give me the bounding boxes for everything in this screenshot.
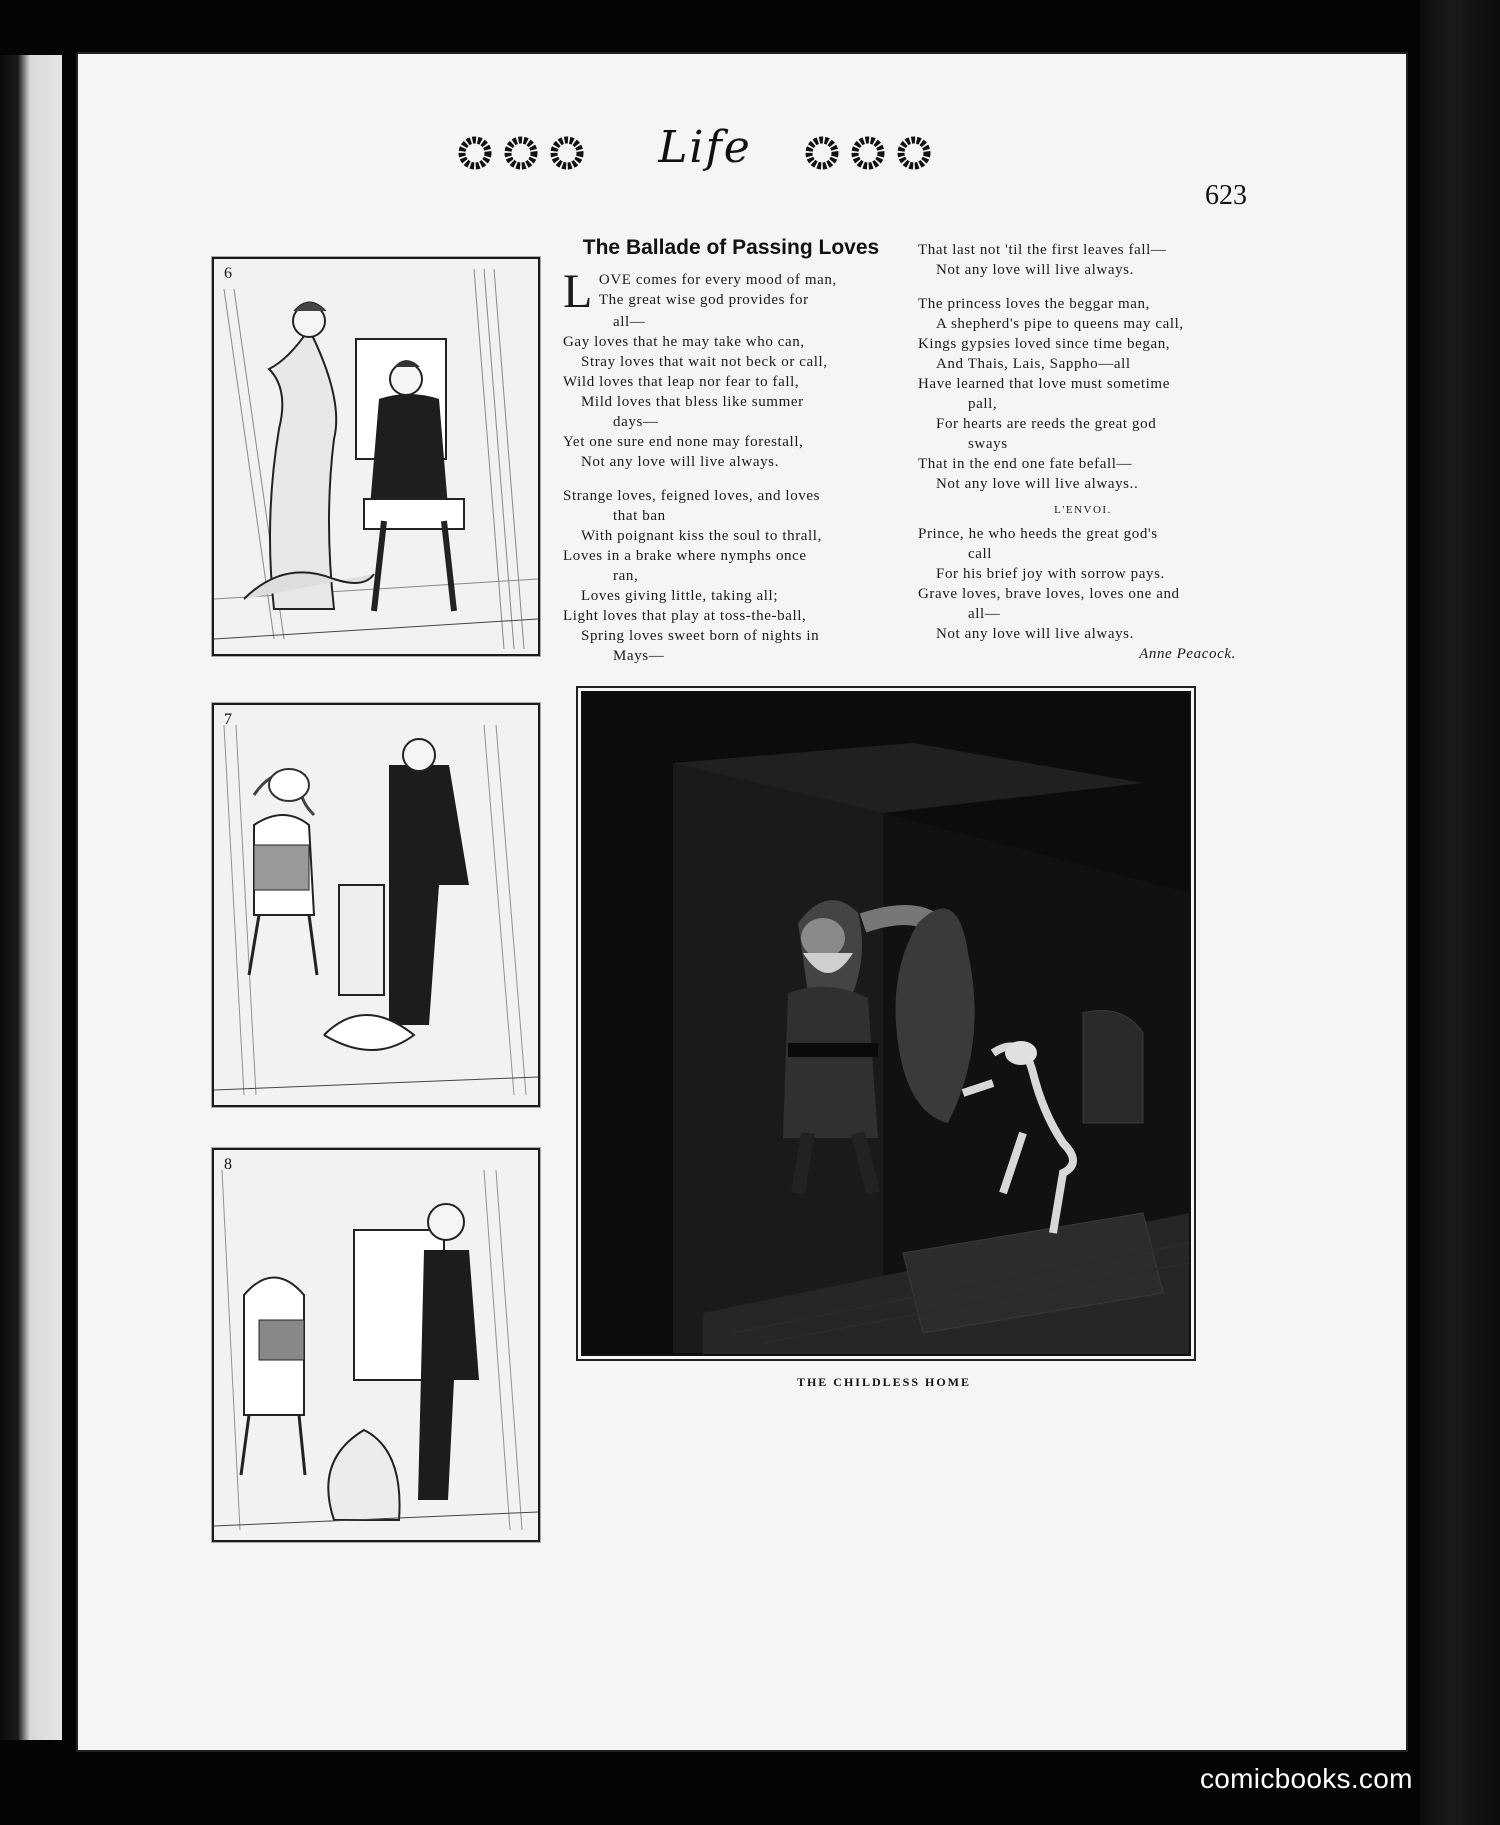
drop-cap: L — [563, 265, 593, 318]
page-number: 623 — [1205, 180, 1247, 211]
poem-line: Wild loves that leap nor fear to fall, — [563, 374, 800, 390]
poem-line: that ban — [613, 508, 666, 524]
poem-line: Spring loves sweet born of nights in — [581, 628, 820, 644]
poem-line: sways — [968, 436, 1008, 452]
watermark: comicbooks.com — [1200, 1763, 1413, 1794]
poem-line: The great wise god provides for — [598, 292, 809, 308]
poem-line: For his brief joy with sorrow pays. — [936, 566, 1165, 582]
poem-line: Prince, he who heeds the great god's — [918, 526, 1158, 542]
childless-home-illustration — [581, 691, 1191, 1356]
cartoon-panel-8 — [212, 1148, 540, 1542]
poem-line: pall, — [968, 396, 998, 412]
rosette-icon — [901, 140, 927, 166]
poem-line: Light loves that play at toss-the-ball, — [563, 608, 807, 624]
panel-number: 7 — [224, 711, 232, 728]
poem-line: Not any love will live always. — [581, 454, 779, 470]
poem-column-1 — [563, 265, 893, 666]
poem-line: Not any love will live always. — [936, 626, 1134, 642]
poem-line: Strange loves, feigned loves, and loves — [563, 488, 821, 504]
illustration-caption: THE CHILDLESS HOME — [796, 1375, 972, 1389]
illustration-drawing — [583, 693, 1189, 1354]
cartoon-panel-6 — [212, 257, 540, 656]
right-binding-shadow — [1420, 0, 1500, 1825]
poem-line: Not any love will live always. — [936, 262, 1134, 278]
rosette-icon — [554, 140, 580, 166]
poem-line: The princess loves the beggar man, — [918, 296, 1150, 312]
poem-author: Anne Peacock. — [1139, 646, 1236, 662]
panel-7-drawing — [214, 705, 538, 1105]
poem-column-2 — [918, 240, 1248, 664]
poem-line: OVE comes for every mood of man, — [598, 272, 837, 288]
rosette-icon — [508, 140, 534, 166]
poem-line: Not any love will live always.. — [936, 476, 1139, 492]
rosette-icons-visible — [445, 120, 1165, 184]
poem-line: With poignant kiss the soul to thrall, — [581, 528, 822, 544]
poem-line: Loves giving little, taking all; — [581, 588, 779, 604]
poem-line: Have learned that love must sometime — [918, 376, 1170, 392]
poem-line: Mild loves that bless like summer — [581, 394, 804, 410]
rosette-icon — [809, 140, 835, 166]
poem-line: Gay loves that he may take who can, — [563, 334, 805, 350]
masthead-title: Life — [658, 122, 752, 173]
poem-line: all— — [613, 314, 646, 330]
poem-title: The Ballade of Passing Loves — [582, 236, 880, 259]
poem-line: That last not 'til the first leaves fall— — [918, 242, 1167, 258]
poem-line: A shepherd's pipe to queens may call, — [936, 316, 1184, 332]
envoi-heading: L'ENVOI. — [1054, 504, 1112, 516]
poem-line: Grave loves, brave loves, loves one and — [918, 586, 1180, 602]
rosette-icon — [855, 140, 881, 166]
masthead — [445, 120, 1165, 184]
poem-line: days— — [613, 414, 659, 430]
poem-line: Kings gypsies loved since time began, — [918, 336, 1171, 352]
poem-line: Mays— — [613, 648, 665, 664]
rosette-icon — [462, 140, 488, 166]
poem-line: Yet one sure end none may forestall, — [563, 434, 804, 450]
cartoon-panel-7 — [212, 703, 540, 1107]
poem-line: Loves in a brake where nymphs once — [563, 548, 807, 564]
panel-number: 6 — [224, 265, 232, 282]
poem-line: Stray loves that wait not beck or call, — [581, 354, 828, 370]
panel-number: 8 — [224, 1156, 232, 1173]
poem-line: all— — [968, 606, 1001, 622]
panel-6-drawing — [214, 259, 538, 654]
poem-line: For hearts are reeds the great god — [936, 416, 1157, 432]
panel-8-drawing — [214, 1150, 538, 1540]
poem-line: And Thais, Lais, Sappho—all — [936, 356, 1131, 372]
left-page-edge — [0, 55, 62, 1740]
poem-line: call — [968, 546, 993, 562]
poem-line: ran, — [613, 568, 639, 584]
poem-line: That in the end one fate befall— — [918, 456, 1133, 472]
